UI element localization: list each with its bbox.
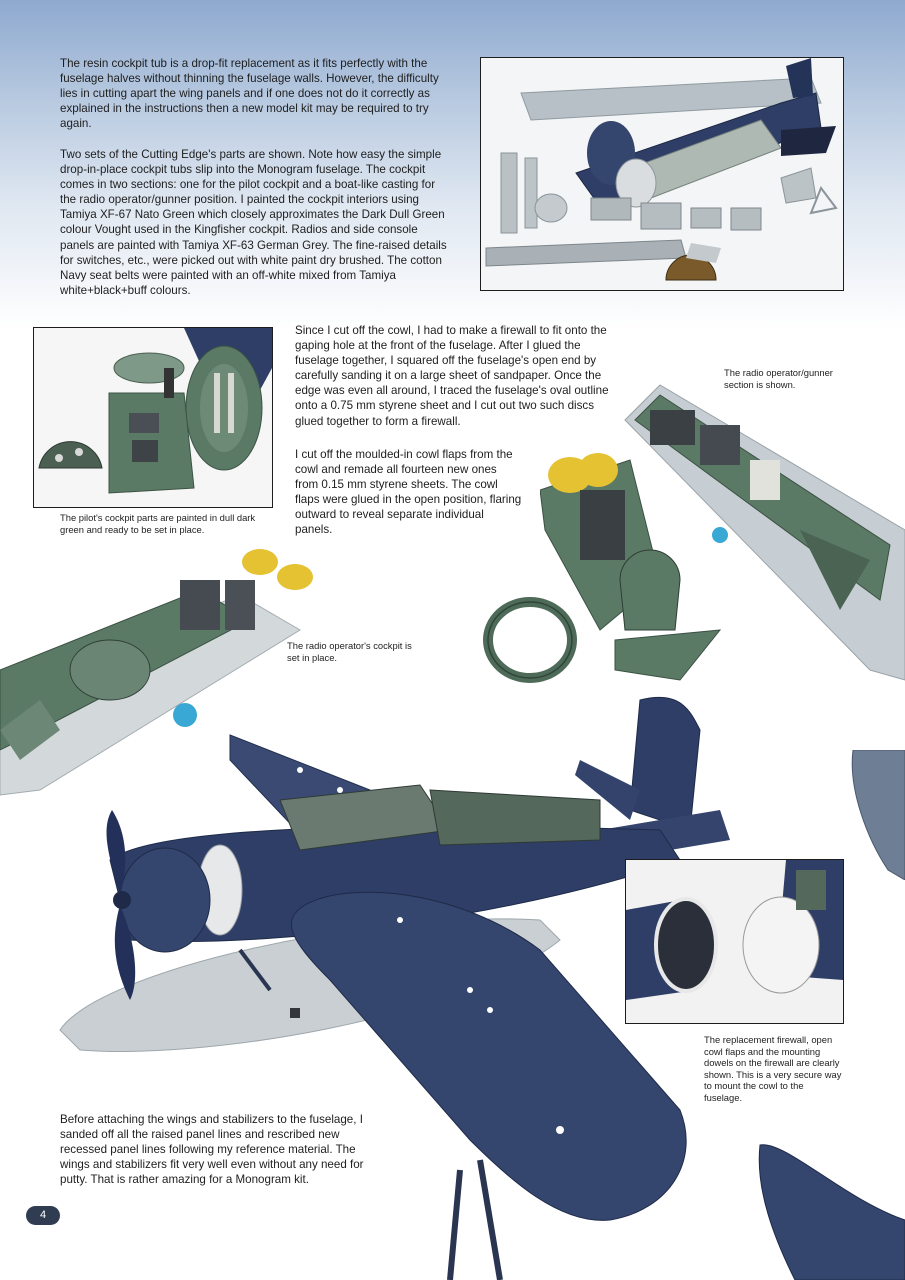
- firewall-paragraph: Since I cut off the cowl, I had to make a firewall to fit onto the gaping hole at the front of the fuselage. After I glued the fuselage together, I squared off the fuselage's open end by carefully sanding it on a large sheet of sandpaper. Once the edge was even all around, I traced the fuselage's oval outline onto a 0.75 mm styrene sheet and I cut out two such discs glued together to form a firewall.: [295, 324, 609, 428]
- intro-paragraph: The resin cockpit tub is a drop-fit replacement as it fits perfectly with the fuselage halves without thinning the fuselage walls. However, the difficulty lies in cutting apart the wing panels and if one does not do it correctly as explained in the instructions then a new model kit may be required to try again.: [60, 57, 439, 131]
- wings-paragraph: Before attaching the wings and stabilizers to the fuselage, I sanded off all the raised panel lines and rescribed new recessed panel lines following my reference material. The wings and stabilizers fit very well even without any need for putty. That is rather amazing for a Monogram kit.: [60, 1113, 364, 1187]
- cowl-ring-image: [480, 595, 580, 685]
- radio-cockpit-caption: The radio operator's cockpit is set in place.: [287, 640, 412, 663]
- cowl-flaps-paragraph: I cut off the moulded-in cowl flaps from the cowl and remade all fourteen new ones from 0.15 mm styrene sheets. The cowl flaps were glued in the open position, flaring outward to reveal separate individual panels.: [295, 448, 522, 537]
- radio-gunner-caption: The radio operator/gunner section is shown.: [724, 367, 833, 390]
- page-number: 4: [26, 1206, 60, 1225]
- firewall-photo: [625, 859, 844, 1024]
- firewall-caption: The replacement firewall, open cowl flaps and the mounting dowels on the firewall are clearly shown. This is a very secure way to mount the cowl to the fuselage.: [704, 1034, 842, 1103]
- pilot-cockpit-photo: [33, 327, 273, 508]
- bottom-right-tail-fragment: [755, 1140, 905, 1280]
- radio-gunner-section-image: [540, 380, 905, 730]
- parts-paragraph: Two sets of the Cutting Edge's parts are shown. Note how easy the simple drop-in-place cockpit tubs slip into the Monogram fuselage. The cockpit comes in two sections: one for the pilot cockpit and a boat-like casting for the radio operator/gunner position. I painted the cockpit interiors using Tamiya XF-67 Nato Green which closely approximates the Dark Dull Green colour Vought used in the Kingfisher cockpit. Radios and side console panels are painted with Tamiya XF-63 German Grey. The fine-raised details for switches, etc., were picked out with white paint dry brushed. The cotton Navy seat belts were painted with an off-white mixed from Tamiya white+black+buff colours.: [60, 148, 447, 297]
- pilot-cockpit-caption: The pilot's cockpit parts are painted in dull dark green and ready to be set in place.: [60, 512, 256, 535]
- right-edge-model-fragment: [848, 750, 905, 880]
- kit-parts-photo: [480, 57, 844, 291]
